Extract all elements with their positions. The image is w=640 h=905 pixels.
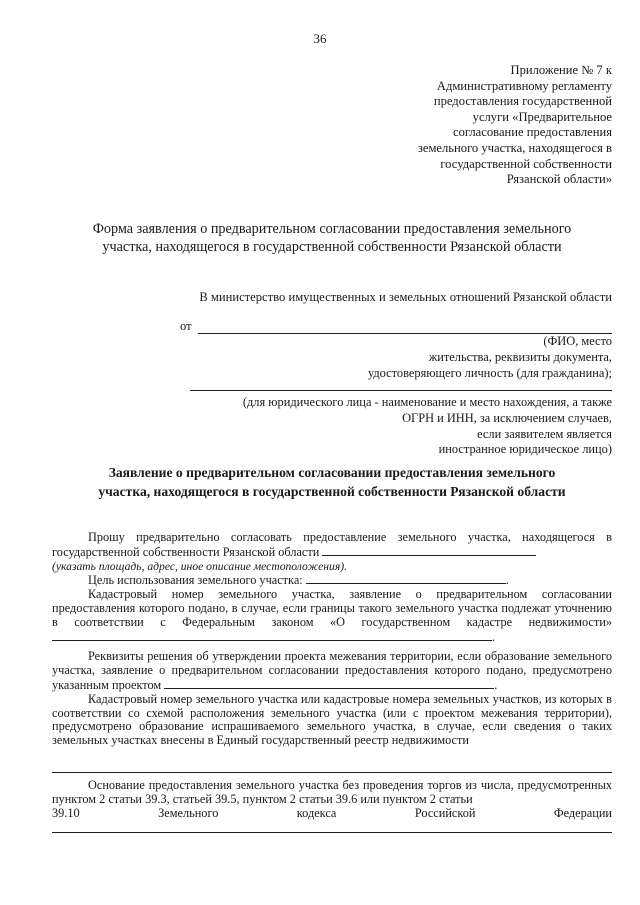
purpose-paragraph: Цель использования земельного участка: . — [88, 573, 509, 588]
basis-paragraph — [52, 779, 612, 807]
appendix-line: Приложение № 7 к — [510, 63, 612, 77]
basis-word: кодекса — [296, 805, 337, 820]
appendix-line: Административному регламенту — [436, 78, 612, 93]
basis-text: Основание предоставления земельного участка без проведения торгов из числа, предусмотренных пунктом 2 статьи 39.3, статьей 39.5, пунктом 2 статьи 39.6 или пунктом 2 статьи — [52, 777, 612, 806]
form-title-line: участка, находящегося в государственной собственности Рязанской области — [102, 239, 562, 255]
legal-note-line: (для юридического лица - наименование и место нахождения, а также — [242, 395, 612, 409]
appendix-line: услуги «Предварительное — [472, 109, 612, 124]
application-title-line: Заявление о предварительном согласовании предоставления земельного — [108, 465, 556, 480]
appendix-line: согласование предоставления — [452, 125, 612, 140]
cadastral-field[interactable] — [52, 630, 492, 641]
source-parcels-text: Кадастровый номер земельного участка или кадастровые номера земельных участков, из которых в соответствии со схемой расположения земельного участка (или с проектом межевания территории), предусмотрено образование испрашиваемого земельного участка, в случае, если сведения о таких земельных участках внесены в Единый государственный реестр недвижимости — [52, 691, 612, 748]
legal-note-line: ОГРН и ИНН, за исключением случаев, — [402, 410, 612, 425]
basis-word: 39.10 — [52, 805, 80, 820]
cadastral-text: Кадастровый номер земельного участка, заявление о предварительном согласовании предоставления которого подано, в случае, если границы такого земельного участка подлежат уточнению в соответствии с Федеральным законом «О государственном кадастре недвижимости» — [52, 587, 612, 629]
applicant-row — [180, 319, 612, 334]
survey-field[interactable] — [164, 678, 494, 689]
fio-note-line: (ФИО, место — [543, 334, 612, 348]
legal-note-line: если заявителем является — [477, 426, 612, 441]
page-number: 36 — [313, 31, 327, 46]
cadastral-paragraph: Кадастровый номер земельного участка, заявление о предварительном согласовании предоставления которого подано, в случае, если границы такого земельного участка подлежат уточнению в соответствии с Федеральным законом «О государственном кадастре недвижимости» . — [52, 587, 612, 644]
survey-text: Реквизиты решения об утверждении проекта межевания территории, если образование земельного участка, заявление о предварительном согласовании предоставления которого подано, предусмотрено указанным проектом — [52, 649, 612, 692]
application-body — [52, 531, 612, 833]
appendix-line: Рязанской области» — [506, 172, 612, 187]
addressee: В министерство имущественных и земельных отношений Рязанской области — [199, 290, 612, 304]
appendix-note — [418, 63, 612, 188]
request-text: Прошу предварительно согласовать предоставление земельного участка, находящегося в государственной собственности Рязанской области — [52, 530, 612, 559]
source-parcels-field[interactable] — [52, 762, 612, 773]
source-parcels-paragraph — [52, 693, 612, 748]
appendix-line: предоставления государственной — [433, 94, 612, 109]
basis-last-line — [52, 807, 612, 821]
fio-note-line: удостоверяющего личность (для гражданина); — [367, 366, 612, 380]
request-hint: (указать площадь, адрес, иное описание местоположения). — [52, 559, 347, 573]
application-title — [52, 463, 612, 501]
legal-entity-field[interactable] — [190, 390, 612, 391]
legal-entity-note — [243, 395, 612, 458]
purpose-label: Цель использования земельного участка: — [88, 573, 303, 588]
basis-word: Федерации — [553, 805, 612, 820]
appendix-line: земельного участка, находящегося в — [417, 140, 612, 155]
fio-note — [368, 333, 612, 381]
form-title — [52, 220, 612, 256]
application-title-line: участка, находящегося в государственной собственности Рязанской области — [98, 484, 566, 499]
from-label: от — [180, 319, 192, 333]
basis-word: Земельного — [158, 805, 219, 820]
appendix-line: государственной собственности — [440, 156, 612, 171]
purpose-field[interactable] — [306, 573, 506, 584]
legal-note-line: иностранное юридическое лицо) — [438, 442, 612, 457]
request-paragraph — [52, 531, 612, 560]
fio-note-line: жительства, реквизиты документа, — [428, 350, 612, 364]
survey-paragraph: Реквизиты решения об утверждении проекта межевания территории, если образование земельного участка, заявление о предварительном согласовании предоставления которого подано, предусмотрено указанным проектом . — [52, 649, 612, 692]
request-field[interactable] — [322, 545, 536, 556]
basis-field[interactable] — [52, 822, 612, 833]
form-title-line: Форма заявления о предварительном согласовании предоставления земельного — [92, 221, 572, 237]
basis-word: Российской — [414, 805, 476, 820]
